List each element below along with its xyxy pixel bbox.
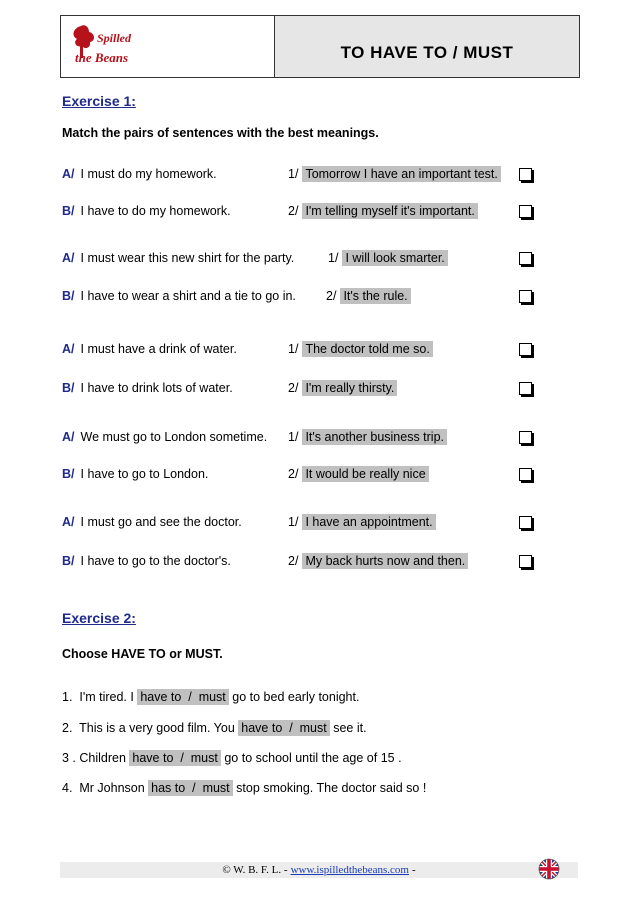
meaning-row bbox=[326, 286, 411, 306]
row-sentence: I must wear this new shirt for the party. bbox=[80, 251, 295, 265]
meaning-highlight: It would be really nice bbox=[302, 466, 428, 482]
title-cell bbox=[275, 16, 579, 77]
meaning-row bbox=[288, 464, 429, 484]
meaning-number: 1/ bbox=[288, 167, 299, 181]
meaning-row bbox=[288, 164, 501, 184]
row-letter: B/ bbox=[62, 554, 75, 568]
sentence-row bbox=[62, 512, 242, 532]
answer-checkbox[interactable] bbox=[519, 555, 532, 568]
answer-checkbox[interactable] bbox=[519, 382, 532, 395]
row-sentence: I must have a drink of water. bbox=[80, 342, 237, 356]
sentence-end: see it. bbox=[329, 721, 367, 735]
sentence-end: stop smoking. The doctor said so ! bbox=[232, 781, 427, 795]
row-sentence: I must do my homework. bbox=[80, 167, 217, 181]
uk-flag-icon bbox=[538, 858, 560, 880]
answer-checkbox[interactable] bbox=[519, 468, 532, 481]
answer-checkbox[interactable] bbox=[519, 290, 532, 303]
row-sentence: I have to do my homework. bbox=[80, 204, 231, 218]
choice-highlight[interactable]: have to / must bbox=[137, 689, 228, 705]
fill-in-sentence bbox=[62, 687, 359, 707]
meaning-highlight: I'm telling myself it's important. bbox=[302, 203, 477, 219]
footer-copyright: © W. B. F. L. - bbox=[222, 864, 288, 876]
sentence-row bbox=[62, 551, 231, 571]
meaning-number: 1/ bbox=[288, 515, 299, 529]
answer-checkbox[interactable] bbox=[519, 343, 532, 356]
sentence-start: 3 . Children bbox=[62, 751, 130, 765]
row-sentence: We must go to London sometime. bbox=[80, 430, 268, 444]
row-sentence: I have to drink lots of water. bbox=[80, 381, 233, 395]
logo-cell bbox=[61, 16, 275, 77]
fill-in-sentence bbox=[62, 778, 426, 798]
svg-text:the Beans: the Beans bbox=[75, 50, 129, 65]
meaning-number: 1/ bbox=[328, 251, 339, 265]
row-letter: B/ bbox=[62, 204, 75, 218]
meaning-row bbox=[288, 427, 447, 447]
row-sentence: I have to wear a shirt and a tie to go in. bbox=[80, 289, 296, 303]
meaning-number: 2/ bbox=[326, 289, 337, 303]
choice-highlight[interactable]: have to / must bbox=[238, 720, 329, 736]
sentence-row bbox=[62, 164, 217, 184]
footer bbox=[60, 862, 578, 878]
exercise2-instruction: Choose HAVE TO or MUST. bbox=[62, 647, 223, 661]
sentence-row bbox=[62, 378, 233, 398]
meaning-row bbox=[288, 512, 436, 532]
row-letter: B/ bbox=[62, 467, 75, 481]
row-letter: A/ bbox=[62, 515, 75, 529]
sentence-start: 2. This is a very good film. You bbox=[62, 721, 239, 735]
exercise1-title: Exercise 1: bbox=[62, 93, 136, 109]
fill-in-sentence bbox=[62, 718, 367, 738]
choice-highlight[interactable]: has to / must bbox=[148, 780, 233, 796]
fill-in-sentence bbox=[62, 748, 402, 768]
meaning-row bbox=[288, 551, 468, 571]
answer-checkbox[interactable] bbox=[519, 516, 532, 529]
svg-text:Spilled: Spilled bbox=[97, 31, 132, 45]
meaning-highlight: It's another business trip. bbox=[302, 429, 447, 445]
answer-checkbox[interactable] bbox=[519, 252, 532, 265]
row-letter: A/ bbox=[62, 167, 75, 181]
meaning-highlight: I have an appointment. bbox=[302, 514, 435, 530]
sentence-row bbox=[62, 464, 208, 484]
meaning-number: 1/ bbox=[288, 430, 299, 444]
row-letter: A/ bbox=[62, 430, 75, 444]
meaning-number: 2/ bbox=[288, 467, 299, 481]
sentence-row bbox=[62, 339, 237, 359]
meaning-row bbox=[288, 378, 397, 398]
sentence-start: 4. Mr Johnson bbox=[62, 781, 149, 795]
choice-highlight[interactable]: have to / must bbox=[129, 750, 220, 766]
answer-checkbox[interactable] bbox=[519, 168, 532, 181]
sentence-start: 1. I'm tired. I bbox=[62, 690, 138, 704]
meaning-number: 1/ bbox=[288, 342, 299, 356]
answer-checkbox[interactable] bbox=[519, 431, 532, 444]
meaning-highlight: I will look smarter. bbox=[342, 250, 447, 266]
meaning-number: 2/ bbox=[288, 381, 299, 395]
sentence-row bbox=[62, 248, 294, 268]
meaning-number: 2/ bbox=[288, 204, 299, 218]
footer-link[interactable]: www.ispilledthebeans.com bbox=[290, 864, 409, 876]
answer-checkbox[interactable] bbox=[519, 205, 532, 218]
sentence-end: go to bed early tonight. bbox=[228, 690, 360, 704]
sentence-row bbox=[62, 427, 267, 447]
sentence-row bbox=[62, 286, 296, 306]
row-sentence: I have to go to London. bbox=[80, 467, 209, 481]
sentence-row bbox=[62, 201, 231, 221]
meaning-highlight: My back hurts now and then. bbox=[302, 553, 468, 569]
meaning-row bbox=[328, 248, 448, 268]
meaning-highlight: Tomorrow I have an important test. bbox=[302, 166, 500, 182]
row-sentence: I have to go to the doctor's. bbox=[80, 554, 231, 568]
header-box bbox=[60, 15, 580, 78]
meaning-highlight: The doctor told me so. bbox=[302, 341, 432, 357]
logo-icon bbox=[67, 22, 157, 70]
meaning-row bbox=[288, 201, 478, 221]
exercise1-instruction: Match the pairs of sentences with the best meanings. bbox=[62, 126, 379, 140]
exercise2-title: Exercise 2: bbox=[62, 610, 136, 626]
sentence-end: go to school until the age of 15 . bbox=[220, 751, 402, 765]
meaning-row bbox=[288, 339, 433, 359]
page-title: TO HAVE TO / MUST bbox=[340, 43, 514, 62]
meaning-highlight: It's the rule. bbox=[340, 288, 410, 304]
footer-suffix: - bbox=[412, 864, 416, 876]
row-letter: B/ bbox=[62, 381, 75, 395]
row-sentence: I must go and see the doctor. bbox=[80, 515, 242, 529]
meaning-number: 2/ bbox=[288, 554, 299, 568]
row-letter: B/ bbox=[62, 289, 75, 303]
row-letter: A/ bbox=[62, 342, 75, 356]
row-letter: A/ bbox=[62, 251, 75, 265]
meaning-highlight: I'm really thirsty. bbox=[302, 380, 397, 396]
